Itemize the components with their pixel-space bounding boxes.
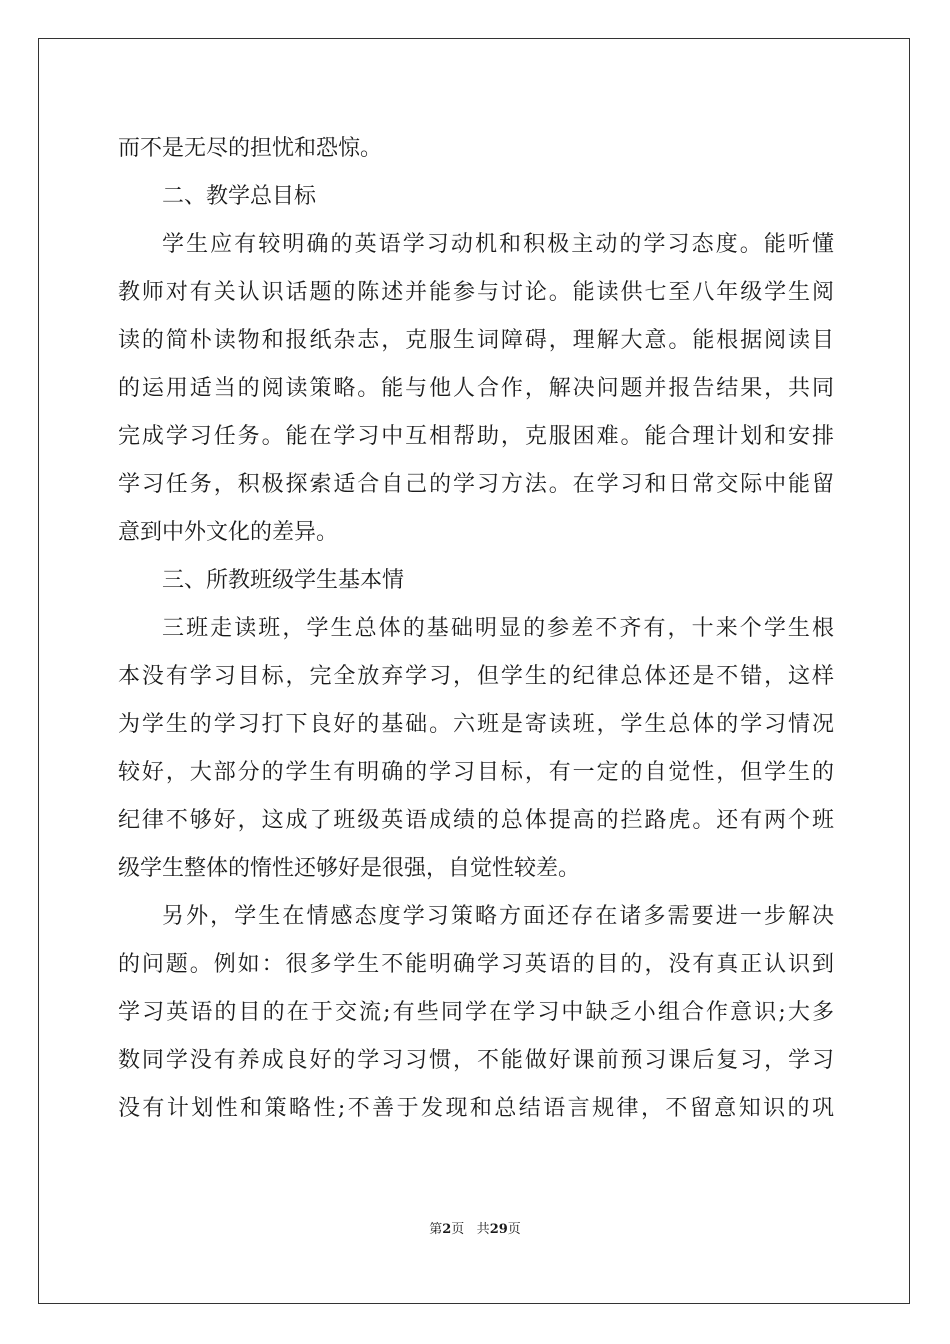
text-line: 学生应有较明确的英语学习动机和积极主动的学习态度。能听懂 bbox=[162, 232, 834, 257]
text-line: 数同学没有养成良好的学习习惯，不能做好课前预习课后复习，学习 bbox=[118, 1048, 834, 1073]
text-line: 为学生的学习打下良好的基础。六班是寄读班，学生总体的学习情况 bbox=[118, 712, 834, 737]
text-line: 的问题。例如：很多学生不能明确学习英语的目的，没有真正认识到 bbox=[118, 952, 834, 977]
text-line: 三班走读班，学生总体的基础明显的参差不齐有，十来个学生根 bbox=[162, 616, 834, 641]
text-line: 没有计划性和策略性;不善于发现和总结语言规律，不留意知识的巩 bbox=[118, 1096, 834, 1121]
document-body bbox=[118, 125, 834, 1133]
text-line: 级学生整体的惰性还够好是很强，自觉性较差。 bbox=[118, 856, 581, 881]
text-line: 教师对有关认识话题的陈述并能参与讨论。能读供七至八年级学生阅 bbox=[118, 280, 834, 305]
text-line: 本没有学习目标，完全放弃学习，但学生的纪律总体还是不错，这样 bbox=[118, 664, 834, 689]
text-line: 二、教学总目标 bbox=[162, 184, 317, 209]
footer-total-prefix: 共 bbox=[476, 1222, 490, 1237]
text-line: 另外，学生在情感态度学习策略方面还存在诸多需要进一步解决 bbox=[162, 904, 834, 929]
text-line: 的运用适当的阅读策略。能与他人合作，解决问题并报告结果，共同 bbox=[118, 376, 834, 401]
total-page-count: 29 bbox=[489, 1222, 508, 1237]
text-line: 较好，大部分的学生有明确的学习目标，有一定的自觉性，但学生的 bbox=[118, 760, 834, 785]
footer-prefix: 第 bbox=[429, 1222, 443, 1237]
text-line: 学习任务，积极探索适合自己的学习方法。在学习和日常交际中能留 bbox=[118, 472, 834, 497]
text-line: 三、所教班级学生基本情 bbox=[162, 568, 405, 593]
footer-total-unit: 页 bbox=[507, 1222, 521, 1237]
text-line: 完成学习任务。能在学习中互相帮助，克服困难。能合理计划和安排 bbox=[118, 424, 834, 449]
text-line: 而不是无尽的担忧和恐惊。 bbox=[118, 136, 383, 161]
page-footer bbox=[0, 1218, 950, 1237]
current-page-number: 2 bbox=[442, 1222, 452, 1237]
text-line: 纪律不够好，这成了班级英语成绩的总体提高的拦路虎。还有两个班 bbox=[118, 808, 834, 833]
footer-page-unit: 页 bbox=[451, 1222, 465, 1237]
text-line: 读的简朴读物和报纸杂志，克服生词障碍，理解大意。能根据阅读目 bbox=[118, 328, 834, 353]
text-line: 学习英语的目的在于交流;有些同学在学习中缺乏小组合作意识;大多 bbox=[118, 1000, 834, 1025]
text-line: 意到中外文化的差异。 bbox=[118, 520, 339, 545]
